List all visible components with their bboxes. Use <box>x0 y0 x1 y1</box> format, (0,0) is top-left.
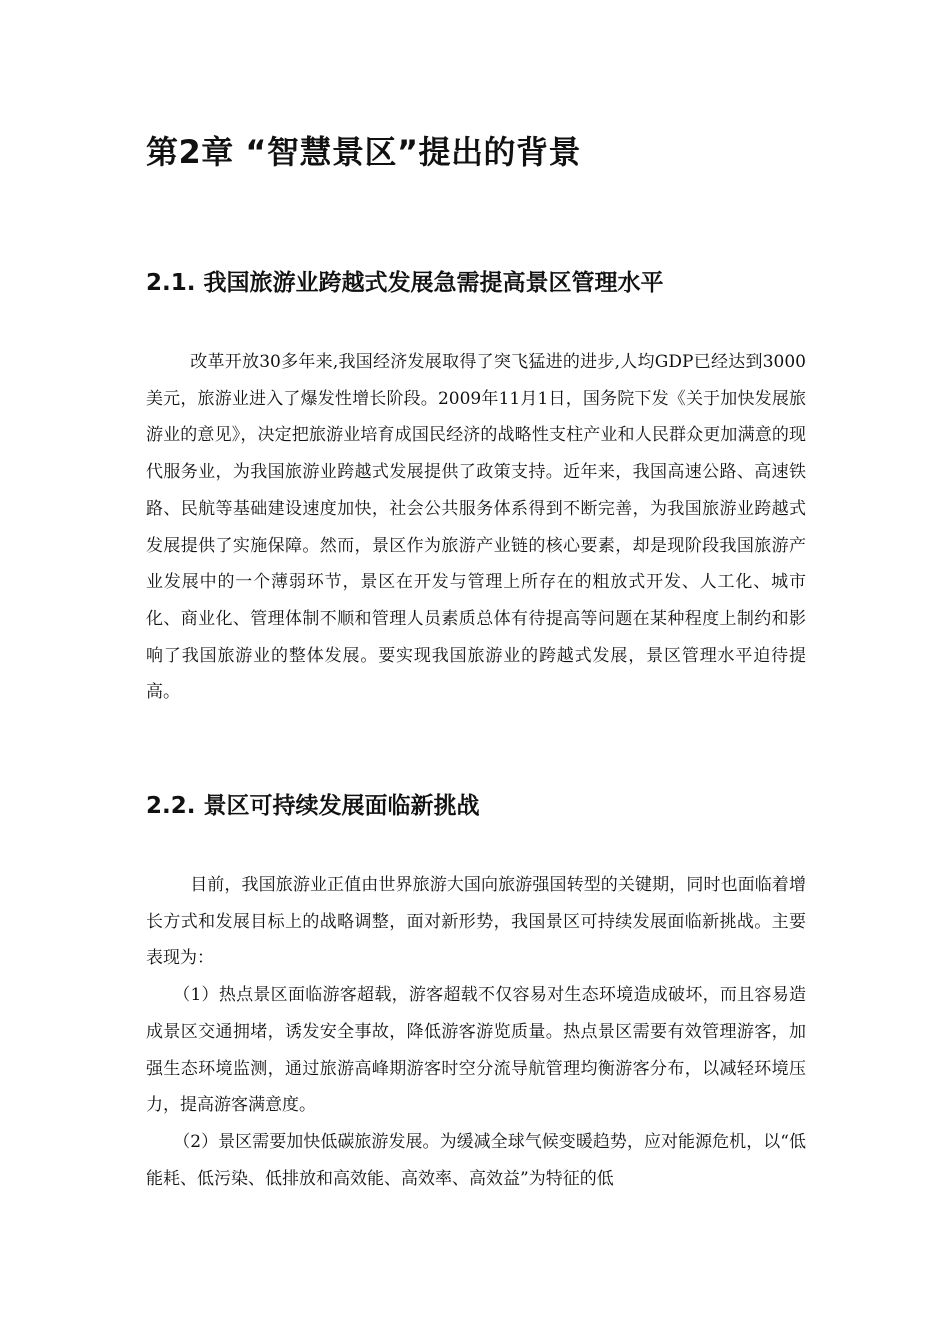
section-2-2-body <box>146 867 806 1197</box>
list-paragraph-2: （2）景区需要加快低碳旅游发展。为缓减全球气候变暖趋势，应对能源危机，以“低能耗、低污染、低排放和高效能、高效率、高效益”为特征的低 <box>146 1131 806 1189</box>
paragraph: 改革开放30多年来,我国经济发展取得了突飞猛进的进步,人均GDP已经达到3000美元，旅游业进入了爆发性增长阶段。2009年11月1日，国务院下发《关于加快发展旅游业的意见》，决定把旅游业培育成国民经济的战略性支柱产业和人民群众更加满意的现代服务业，为我国旅游业跨越式发展提供了政策支持。近年来，我国高速公路、高速铁路、民航等基础建设速度加快，社会公共服务体系得到不断完善，为我国旅游业跨越式发展提供了实施保障。然而，景区作为旅游产业链的核心要素，却是现阶段我国旅游产业发展中的一个薄弱环节，景区在开发与管理上所存在的粗放式开发、人工化、城市化、商业化、管理体制不顺和管理人员素质总体有待提高等问题在某种程度上制约和影响了我国旅游业的整体发展。要实现我国旅游业的跨越式发展，景区管理水平迫待提高。 <box>146 352 806 703</box>
section-2-1-body <box>146 344 806 711</box>
chapter-title: 第2章 “智慧景区”提出的背景 <box>146 133 581 171</box>
section-heading-2-1: 2.1. 我国旅游业跨越式发展急需提高景区管理水平 <box>146 270 664 296</box>
section-heading-2-2: 2.2. 景区可持续发展面临新挑战 <box>146 793 480 819</box>
paragraph: 目前，我国旅游业正值由世界旅游大国向旅游强国转型的关键期，同时也面临着增长方式和发展目标上的战略调整，面对新形势，我国景区可持续发展面临新挑战。主要表现为： <box>146 875 806 969</box>
list-paragraph-1: （1）热点景区面临游客超载，游客超载不仅容易对生态环境造成破坏，而且容易造成景区交通拥堵，诱发安全事故，降低游客游览质量。热点景区需要有效管理游客，加强生态环境监测，通过旅游高峰期游客时空分流导航管理均衡游客分布，以减轻环境压力，提高游客满意度。 <box>146 985 806 1116</box>
